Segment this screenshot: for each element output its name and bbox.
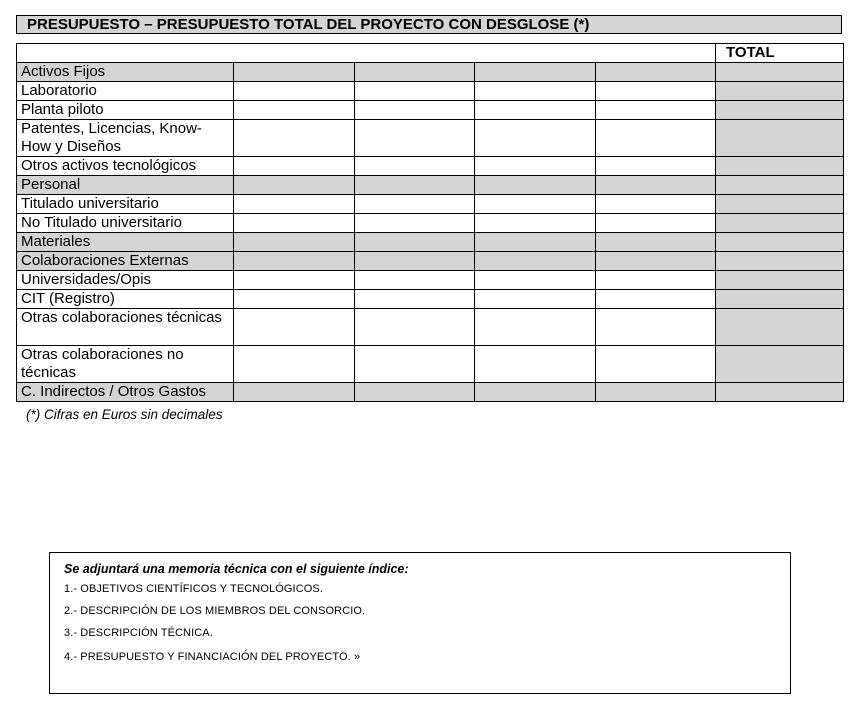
- table-row: [17, 195, 844, 214]
- total-cell[interactable]: [716, 290, 844, 309]
- amount-cell[interactable]: [475, 157, 596, 176]
- memo-box: [49, 552, 791, 694]
- table-row: [17, 120, 844, 157]
- total-cell[interactable]: [716, 120, 844, 157]
- category-label: C. Indirectos / Otros Gastos: [17, 383, 234, 402]
- amount-cell[interactable]: [234, 63, 355, 82]
- header-blank-cell: [17, 44, 716, 63]
- amount-cell[interactable]: [475, 101, 596, 120]
- amount-cell[interactable]: [355, 346, 475, 383]
- amount-cell[interactable]: [234, 271, 355, 290]
- table-row: [17, 157, 844, 176]
- amount-cell[interactable]: [475, 271, 596, 290]
- amount-cell[interactable]: [475, 383, 596, 402]
- category-row: [17, 233, 844, 252]
- row-label: Otras colaboraciones técnicas: [17, 309, 234, 346]
- amount-cell[interactable]: [596, 157, 716, 176]
- row-label: Planta piloto: [17, 101, 234, 120]
- total-column-header: TOTAL: [716, 44, 844, 63]
- amount-cell[interactable]: [234, 176, 355, 195]
- total-cell[interactable]: [716, 176, 844, 195]
- table-row: [17, 214, 844, 233]
- amount-cell[interactable]: [475, 346, 596, 383]
- memo-item: 2.- DESCRIPCIÓN DE LOS MIEMBROS DEL CONSORCIO.: [64, 605, 366, 617]
- table-row: [17, 309, 844, 346]
- total-cell[interactable]: [716, 271, 844, 290]
- amount-cell[interactable]: [234, 157, 355, 176]
- amount-cell[interactable]: [596, 290, 716, 309]
- amount-cell[interactable]: [596, 252, 716, 271]
- total-cell[interactable]: [716, 157, 844, 176]
- total-cell[interactable]: [716, 214, 844, 233]
- amount-cell[interactable]: [596, 383, 716, 402]
- page-title: PRESUPUESTO – PRESUPUESTO TOTAL DEL PROYECTO CON DESGLOSE (*): [16, 15, 842, 34]
- category-row: [17, 63, 844, 82]
- total-cell[interactable]: [716, 63, 844, 82]
- amount-cell[interactable]: [355, 195, 475, 214]
- amount-cell[interactable]: [475, 195, 596, 214]
- row-label: Laboratorio: [17, 82, 234, 101]
- amount-cell[interactable]: [355, 157, 475, 176]
- amount-cell[interactable]: [234, 214, 355, 233]
- amount-cell[interactable]: [475, 82, 596, 101]
- amount-cell[interactable]: [355, 82, 475, 101]
- row-label: Patentes, Licencias, Know-How y Diseños: [17, 120, 234, 157]
- total-cell[interactable]: [716, 383, 844, 402]
- row-label: CIT (Registro): [17, 290, 234, 309]
- amount-cell[interactable]: [355, 271, 475, 290]
- table-row: [17, 346, 844, 383]
- amount-cell[interactable]: [355, 101, 475, 120]
- memo-item: 4.- PRESUPUESTO Y FINANCIACIÓN DEL PROYECTO. »: [64, 651, 361, 663]
- amount-cell[interactable]: [475, 63, 596, 82]
- table-row: [17, 290, 844, 309]
- category-label: Personal: [17, 176, 234, 195]
- amount-cell[interactable]: [355, 252, 475, 271]
- budget-table: [16, 43, 844, 402]
- row-label: Universidades/Opis: [17, 271, 234, 290]
- category-row: [17, 252, 844, 271]
- amount-cell[interactable]: [234, 383, 355, 402]
- total-cell[interactable]: [716, 82, 844, 101]
- category-label: Colaboraciones Externas: [17, 252, 234, 271]
- amount-cell[interactable]: [475, 176, 596, 195]
- row-label: Otros activos tecnológicos: [17, 157, 234, 176]
- amount-cell[interactable]: [234, 233, 355, 252]
- memo-title: Se adjuntará una memoria técnica con el siguiente índice:: [64, 562, 409, 576]
- amount-cell[interactable]: [596, 309, 716, 346]
- amount-cell[interactable]: [234, 309, 355, 346]
- total-cell[interactable]: [716, 252, 844, 271]
- footnote: (*) Cifras en Euros sin decimales: [26, 407, 223, 422]
- amount-cell[interactable]: [355, 214, 475, 233]
- amount-cell[interactable]: [475, 252, 596, 271]
- amount-cell[interactable]: [475, 290, 596, 309]
- memo-item: 1.- OBJETIVOS CIENTÍFICOS Y TECNOLÓGICOS.: [64, 583, 323, 595]
- amount-cell[interactable]: [355, 383, 475, 402]
- total-cell[interactable]: [716, 309, 844, 346]
- amount-cell[interactable]: [596, 233, 716, 252]
- amount-cell[interactable]: [596, 120, 716, 157]
- amount-cell[interactable]: [596, 271, 716, 290]
- amount-cell[interactable]: [475, 214, 596, 233]
- total-cell[interactable]: [716, 195, 844, 214]
- table-row: [17, 101, 844, 120]
- amount-cell[interactable]: [355, 290, 475, 309]
- amount-cell[interactable]: [596, 214, 716, 233]
- memo-item: 3.- DESCRIPCIÓN TÉCNICA.: [64, 627, 213, 639]
- amount-cell[interactable]: [596, 346, 716, 383]
- table-row: [17, 271, 844, 290]
- amount-cell[interactable]: [596, 63, 716, 82]
- amount-cell[interactable]: [596, 195, 716, 214]
- total-cell[interactable]: [716, 233, 844, 252]
- amount-cell[interactable]: [475, 309, 596, 346]
- amount-cell[interactable]: [475, 120, 596, 157]
- category-row: [17, 176, 844, 195]
- amount-cell[interactable]: [234, 290, 355, 309]
- total-cell[interactable]: [716, 346, 844, 383]
- amount-cell[interactable]: [234, 252, 355, 271]
- table-row: [17, 82, 844, 101]
- amount-cell[interactable]: [234, 101, 355, 120]
- category-label: Activos Fijos: [17, 63, 234, 82]
- amount-cell[interactable]: [475, 233, 596, 252]
- row-label: Titulado universitario: [17, 195, 234, 214]
- category-row: [17, 383, 844, 402]
- category-label: Materiales: [17, 233, 234, 252]
- amount-cell[interactable]: [355, 233, 475, 252]
- amount-cell[interactable]: [355, 63, 475, 82]
- amount-cell[interactable]: [355, 176, 475, 195]
- table-header-row: [17, 44, 844, 63]
- amount-cell[interactable]: [234, 195, 355, 214]
- amount-cell[interactable]: [596, 101, 716, 120]
- amount-cell[interactable]: [234, 82, 355, 101]
- total-cell[interactable]: [716, 101, 844, 120]
- amount-cell[interactable]: [234, 346, 355, 383]
- amount-cell[interactable]: [234, 120, 355, 157]
- amount-cell[interactable]: [596, 176, 716, 195]
- amount-cell[interactable]: [355, 120, 475, 157]
- amount-cell[interactable]: [596, 82, 716, 101]
- row-label: Otras colaboraciones no técnicas: [17, 346, 234, 383]
- amount-cell[interactable]: [355, 309, 475, 346]
- row-label: No Titulado universitario: [17, 214, 234, 233]
